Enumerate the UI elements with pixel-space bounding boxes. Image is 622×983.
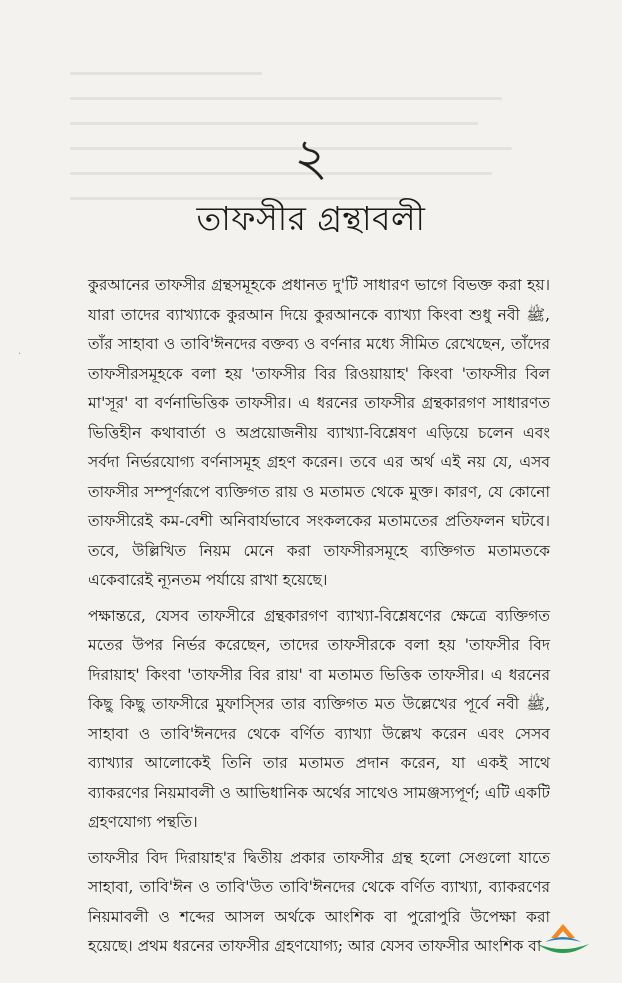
chapter-title: তাফসীর গ্রন্থাবলী (196, 199, 426, 238)
chapter-number: ২ (294, 128, 328, 188)
publisher-logo-icon (533, 916, 593, 960)
margin-mark: · (18, 349, 22, 360)
paragraph-2: পক্ষান্তরে, যেসব তাফসীরে গ্রন্থকারগণ ব্যাখ্যা-বিশ্লেষণের ক্ষেত্রে ব্যক্তিগত মতের উপর নির্ভর করেছেন, তাদের তাফসীরকে বলা হয় 'তাফসীর বিদ দিরায়াহ' কিংবা 'তাফসীর বির রায়' বা মতামত ভিত্তিক তাফসীর। এ ধরনের কিছু কিছু তাফসীরে মুফাস্সির তার ব্যক্তিগত মত উল্লেখের পূর্বে নবী ﷺ, সাহাবা ও তাবি'ঈনদের থেকে বর্ণিত ব্যাখ্যা উল্লেখ করেন এবং সেসব ব্যাখ্যার আলোকেই তিনি তার মতামত প্রদান করেন, যা একই সাথে ব্যাকরণের নিয়মাবলী ও আভিধানিক অর্থের সাথেও সামঞ্জস্যপূর্ণ; এটি একটি গ্রহণযোগ্য পন্থতি। (88, 606, 550, 831)
chapter-body (88, 271, 550, 968)
paragraph-3: তাফসীর বিদ দিরায়াহ'র দ্বিতীয় প্রকার তাফসীর গ্রন্থ হলো সেগুলো যাতে সাহাবা, তাবি'ঈন ও তাবি'উত তাবি'ঈনদের থেকে বর্ণিত ব্যাখ্যা, ব্যাকরণের নিয়মাবলী ও শব্দের আসল অর্থকে আংশিক বা পুরোপুরি উপেক্ষা করা হয়েছে। প্রথম ধরনের তাফসীর গ্রহণযোগ্য; আর যেসব তাফসীর আংশিক বা (88, 848, 550, 955)
paragraph-1: কুরআনের তাফসীর গ্রন্থসমূহকে প্রধানত দু'টি সাধারণ ভাগে বিভক্ত করা হয়। যারা তাদের ব্যাখ্যাকে কুরআন দিয়ে কুরআনকে ব্যাখ্যা কিংবা শুধু নবী ﷺ, তাঁর সাহাবা ও তাবি'ঈনদের বক্তব্য ও বর্ণনার মধ্যে সীমিত রেখেছেন, তাঁদের তাফসীরসমূহকে বলা হয় 'তাফসীর বির রিওয়ায়াহ' কিংবা 'তাফসীর বিল মা'সূর' বা বর্ণনাভিত্তিক তাফসীর। এ ধরনের তাফসীর গ্রন্থকারগণ সাধারণত ভিত্তিহীন কথাবার্তা ও অপ্রয়োজনীয় ব্যাখ্যা-বিশ্লেষণ এড়িয়ে চলেন এবং সর্বদা নির্ভরযোগ্য বর্ণনাসমূহ গ্রহণ করেন। তবে এর অর্থ এই নয় যে, এসব তাফসীর সম্পূর্ণরূপে ব্যক্তিগত রায় ও মতামত থেকে মুক্ত। কারণ, যে কোনো তাফসীরেই কম-বেশী অনিবার্যভাবে সংকলকের মতামতের প্রতিফলন ঘটবে। তবে, উল্লিখিত নিয়ম মেনে করা তাফসীরসমূহে ব্যক্তিগত মতামতকে একেবারেই ন্যূনতম পর্যায়ে রাখা হয়েছে। (88, 276, 550, 589)
